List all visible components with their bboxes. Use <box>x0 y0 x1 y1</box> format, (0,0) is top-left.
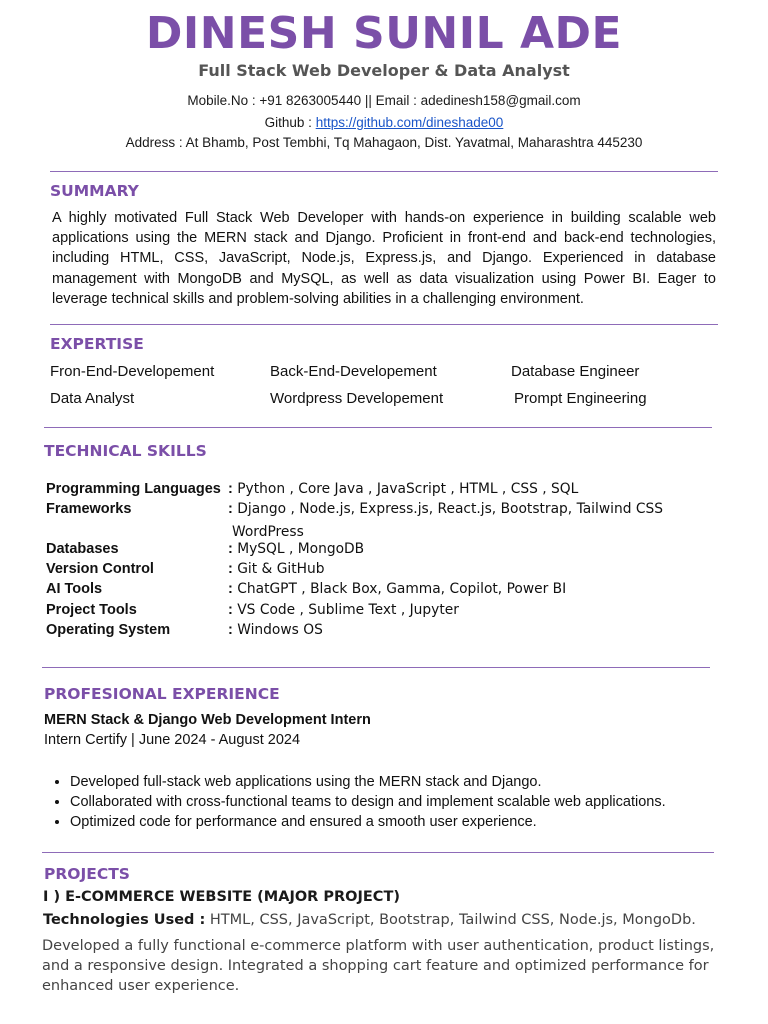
skill-label: Programming Languages <box>46 481 221 497</box>
skill-value: : Django , Node.js, Express.js, React.js, Bootstrap, Tailwind CSS <box>228 501 663 517</box>
address-line: Address : At Bhamb, Post Tembhi, Tq Mahagaon, Dist. Yavatmal, Maharashtra 445230 <box>125 135 643 150</box>
expertise-item: Database Engineer <box>511 363 640 380</box>
project-description: Developed a fully functional e-commerce platform with user authentication, product listings, and a responsive design. Integrated a shopping cart feature and optimized performance for enhanced user experience. <box>42 938 715 995</box>
summary-text: A highly motivated Full Stack Web Developer with hands-on experience in building scalable web applications using the MERN stack and Django. Proficient in front-end and back-end technologies, including HTML, CSS, JavaScript, Node.js, Express.js, and Django. Experienced in database management with MongoDB and MySQL, as well as data visualization using Power BI. Eager to leverage technical skills and problem-solving abilities in a challenging environment. <box>52 210 716 307</box>
tech-value: HTML, CSS, JavaScript, Bootstrap, Tailwind CSS, Node.js, MongoDb. <box>205 912 696 928</box>
expertise-item: Prompt Engineering <box>514 390 647 407</box>
divider <box>42 852 714 853</box>
job-title: MERN Stack & Django Web Development Intern <box>44 712 371 728</box>
divider <box>50 171 718 172</box>
skill-value: : Windows OS <box>228 622 323 638</box>
skill-value: : Python , Core Java , JavaScript , HTML , CSS , SQL <box>228 481 579 497</box>
divider <box>50 324 718 325</box>
skill-label: Project Tools <box>46 602 137 618</box>
expertise-heading: EXPERTISE <box>50 335 144 353</box>
skill-value: : VS Code , Sublime Text , Jupyter <box>228 602 459 618</box>
expertise-item: Data Analyst <box>50 390 135 407</box>
divider <box>42 667 710 668</box>
expertise-item: Wordpress Developement <box>270 390 444 407</box>
github-link[interactable]: https://github.com/dineshade00 <box>315 115 504 130</box>
skill-value: : ChatGPT , Black Box, Gamma, Copilot, Power BI <box>228 581 567 597</box>
skill-label: AI Tools <box>46 581 103 597</box>
github-line <box>0 115 768 130</box>
skill-label: Operating System <box>46 622 171 638</box>
skill-label: Frameworks <box>46 501 132 517</box>
project-title: I ) E-COMMERCE WEBSITE (MAJOR PROJECT) <box>43 889 400 905</box>
project-technologies <box>43 912 696 928</box>
skill-label: Databases <box>46 541 119 557</box>
skill-value-continued: WordPress <box>232 524 304 540</box>
experience-heading: PROFESIONAL EXPERIENCE <box>44 685 280 703</box>
projects-heading: PROJECTS <box>44 865 130 883</box>
expertise-item: Fron-End-Developement <box>50 363 215 380</box>
divider <box>44 427 712 428</box>
skill-value: : Git & GitHub <box>228 561 325 577</box>
list-item: • Developed full-stack web applications using the MERN stack and Django. <box>70 772 750 792</box>
tech-label: Technologies Used : <box>43 912 206 928</box>
candidate-name: DINESH SUNIL ADE <box>145 8 623 59</box>
expertise-item: Back-End-Developement <box>270 363 437 380</box>
experience-bullets <box>52 772 750 833</box>
candidate-role: Full Stack Web Developer & Data Analyst <box>198 61 570 80</box>
skill-value: : MySQL , MongoDB <box>228 541 365 557</box>
summary-heading: SUMMARY <box>50 182 139 200</box>
skill-label: Version Control <box>46 561 154 577</box>
list-item: • Optimized code for performance and ensured a smooth user experience. <box>70 812 750 832</box>
list-item: • Collaborated with cross-functional teams to design and implement scalable web applications. <box>70 792 750 812</box>
job-subtitle: Intern Certify | June 2024 - August 2024 <box>44 732 301 748</box>
github-label: Github : <box>264 115 316 130</box>
skills-heading: TECHNICAL SKILLS <box>44 442 207 460</box>
contact-line: Mobile.No : +91 8263005440 || Email : adedinesh158@gmail.com <box>187 93 581 108</box>
